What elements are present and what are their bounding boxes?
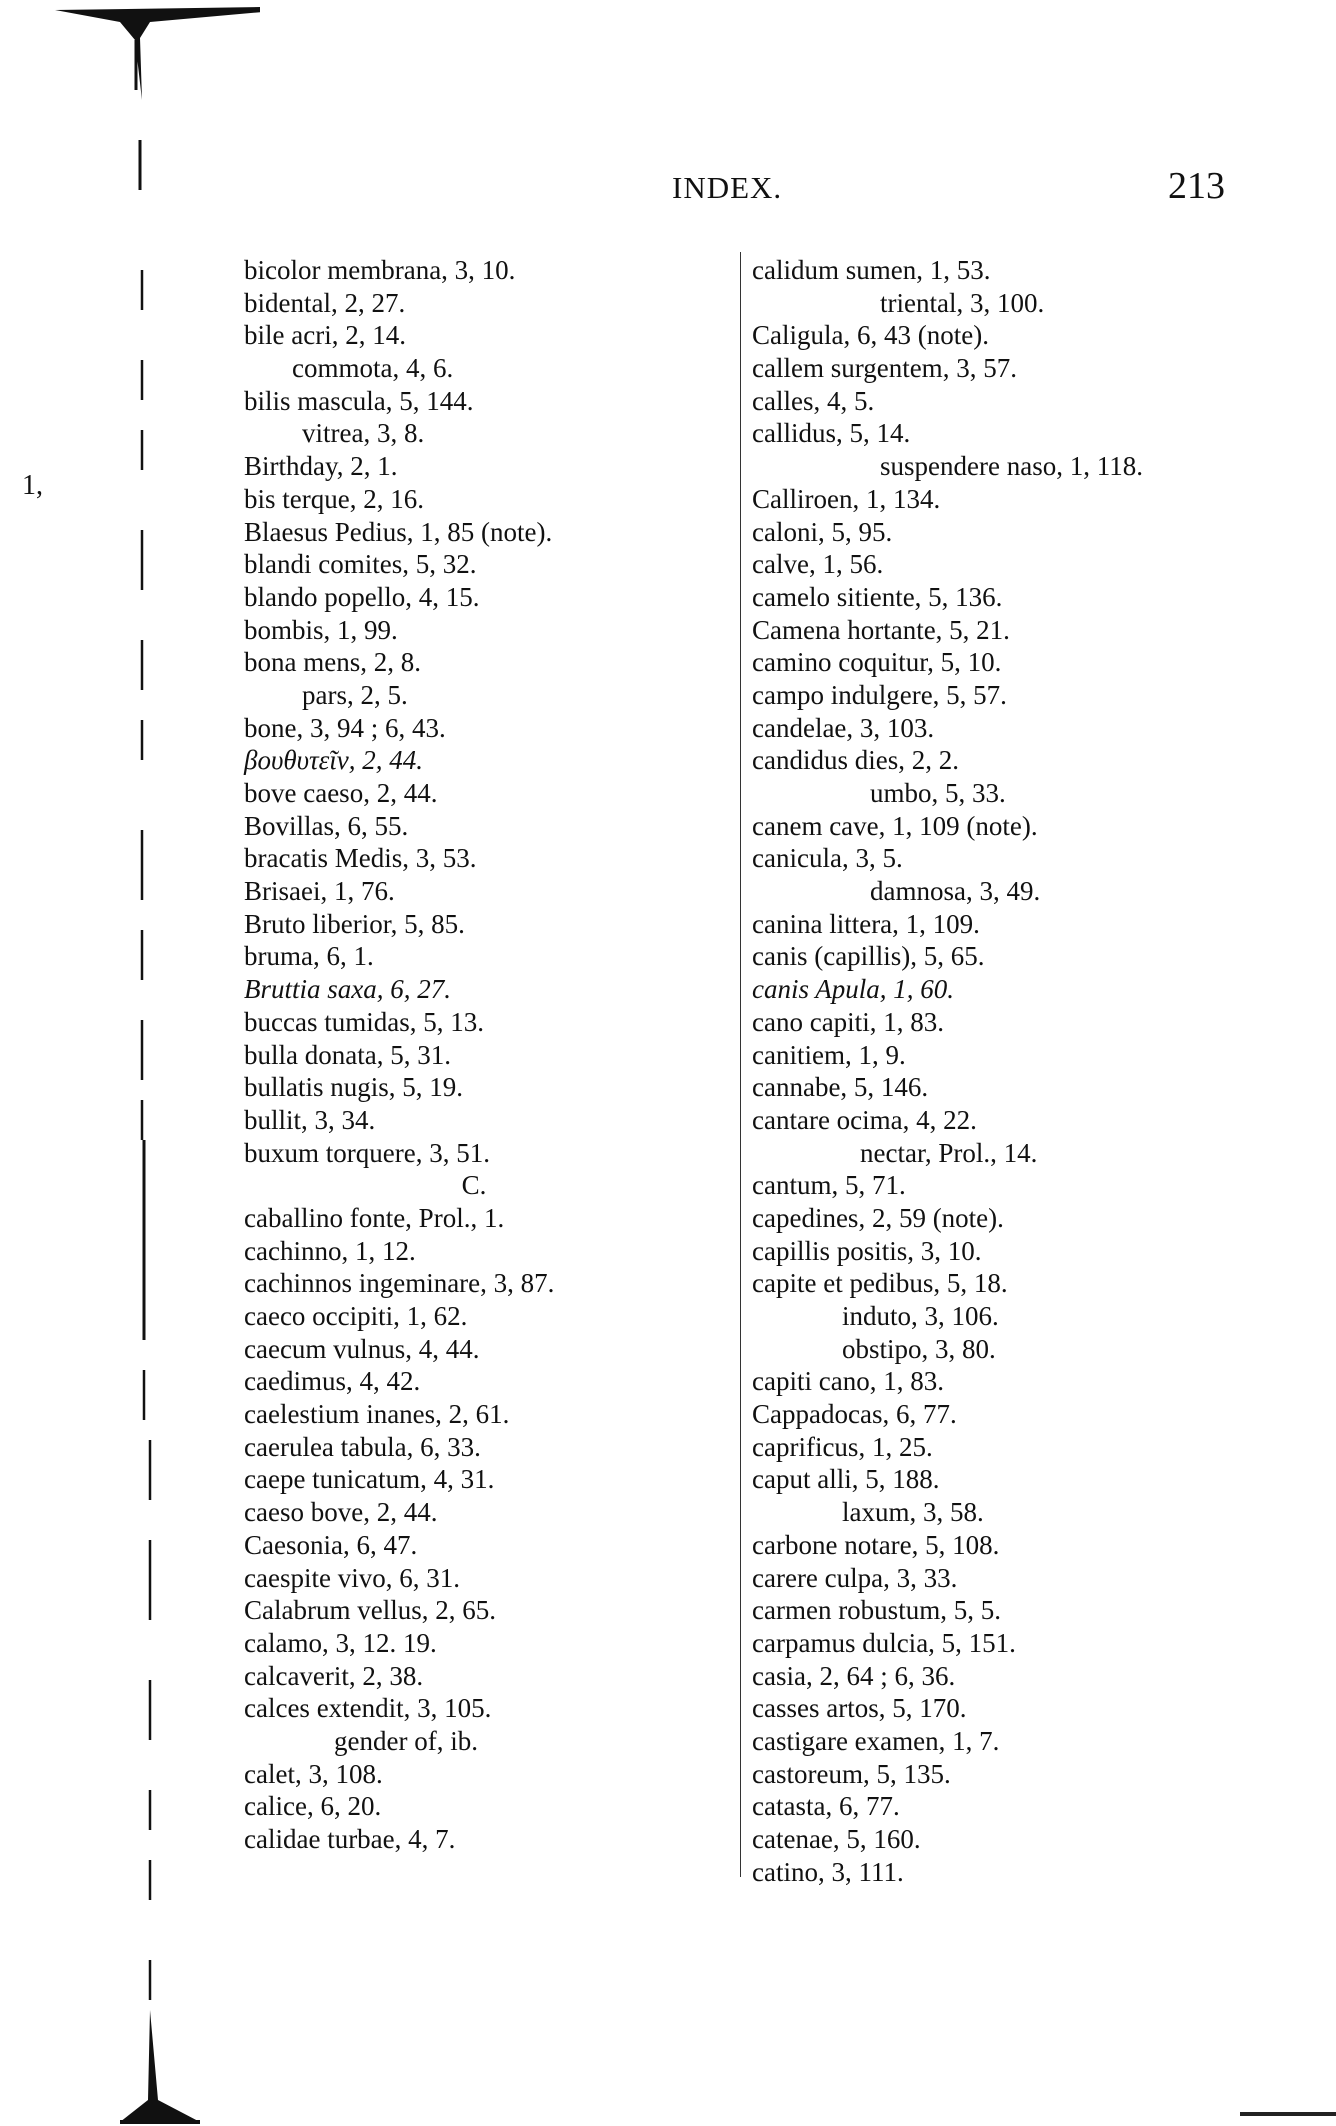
index-entry: bona mens, 2, 8. [244,647,421,678]
index-entry: cantum, 5, 71. [752,1170,906,1201]
index-entry: calice, 6, 20. [244,1791,382,1822]
index-entry: callidus, 5, 14. [752,418,911,449]
index-entry: capiti cano, 1, 83. [752,1366,944,1397]
index-entry: caelestium inanes, 2, 61. [244,1399,510,1430]
index-entry: camino coquitur, 5, 10. [752,647,1002,678]
index-entry: bove caeso, 2, 44. [244,778,438,808]
bottom-edge-rule [1240,2112,1336,2116]
index-entry: carmen robustum, 5, 5. [752,1595,1001,1626]
index-entry: induto, 3, 106. [842,1301,999,1331]
index-entry: canina littera, 1, 109. [752,908,980,939]
index-entry: carpamus dulcia, 5, 151. [752,1627,1016,1658]
index-entry: buxum torquere, 3, 51. [244,1137,490,1168]
index-entry: carbone notare, 5, 108. [752,1529,1000,1560]
margin-mark: 1, [22,470,43,501]
index-entry: castoreum, 5, 135. [752,1758,951,1789]
index-entry: candidus dies, 2, 2. [752,745,959,776]
index-entry: calles, 4, 5. [752,385,875,416]
index-entry: casia, 2, 64 ; 6, 36. [752,1660,956,1691]
index-entry: caerulea tabula, 6, 33. [244,1431,481,1462]
index-entry: Bruto liberior, 5, 85. [244,908,465,939]
index-entry: blandi comites, 5, 32. [244,549,477,580]
index-entry: bullatis nugis, 5, 19. [244,1072,464,1103]
index-entry: cantare ocima, 4, 22. [752,1104,977,1135]
column-divider [740,252,741,1877]
index-entry: Calabrum vellus, 2, 65. [244,1595,496,1626]
index-entry: camelo sitiente, 5, 136. [752,581,1003,612]
index-entry: cano capiti, 1, 83. [752,1006,944,1037]
index-entry: canicula, 3, 5. [752,843,903,874]
index-entry: gender of, ib. [334,1725,478,1756]
index-entry: obstipo, 3, 80. [842,1333,996,1364]
index-entry: canis Apula, 1, 60. [752,974,954,1005]
index-entry: triental, 3, 100. [880,287,1045,318]
index-entry: carere culpa, 3, 33. [752,1562,958,1593]
index-entry: nectar, Prol., 14. [860,1137,1038,1168]
index-entry: catasta, 6, 77. [752,1791,900,1822]
index-entry: caballino fonte, Prol., 1. [244,1202,505,1233]
index-entry: cachinnos ingeminare, 3, 87. [244,1268,555,1299]
index-entry: suspendere naso, 1, 118. [880,451,1143,482]
index-entry: damnosa, 3, 49. [870,876,1041,907]
index-entry: caput alli, 5, 188. [752,1464,940,1495]
index-entry: Blaesus Pedius, 1, 85 (note). [244,516,553,547]
index-entry: canis (capillis), 5, 65. [752,941,985,972]
index-entry: βουθυτεῖν, 2, 44. [244,745,424,776]
index-entry: Caesonia, 6, 47. [244,1529,418,1560]
index-entry: bruma, 6, 1. [244,941,374,972]
index-entry: calve, 1, 56. [752,549,884,580]
index-entry: caeco occipiti, 1, 62. [244,1301,468,1331]
index-entry: Bovillas, 6, 55. [244,810,409,841]
index-entry: bullit, 3, 34. [244,1104,376,1135]
index-entry: blando popello, 4, 15. [244,581,480,612]
index-column-left [244,254,704,1856]
index-entry: Camena hortante, 5, 21. [752,614,1010,645]
index-entry: calcaverit, 2, 38. [244,1660,424,1691]
index-entry: cannabe, 5, 146. [752,1072,929,1103]
index-entry: bracatis Medis, 3, 53. [244,843,477,874]
index-entry: capedines, 2, 59 (note). [752,1202,1004,1233]
index-entry: canitiem, 1, 9. [752,1039,906,1070]
index-entry: bis terque, 2, 16. [244,483,424,514]
index-entry: caepe tunicatum, 4, 31. [244,1464,495,1495]
index-entry: cachinno, 1, 12. [244,1235,416,1266]
index-entry: canem cave, 1, 109 (note). [752,810,1038,841]
index-entry: commota, 4, 6. [292,353,454,384]
index-entry: capite et pedibus, 5, 18. [752,1268,1008,1299]
index-entry: bone, 3, 94 ; 6, 43. [244,712,446,743]
index-entry: capillis positis, 3, 10. [752,1235,982,1266]
index-entry: catino, 3, 111. [752,1856,904,1887]
top-corner-wedge [55,6,260,100]
index-entry: pars, 2, 5. [302,679,408,710]
index-entry: bilis mascula, 5, 144. [244,385,474,416]
index-column-right [752,254,1252,1888]
binding-edge-art [0,0,260,2126]
index-entry: bulla donata, 5, 31. [244,1039,451,1070]
index-entry: casses artos, 5, 170. [752,1693,967,1724]
index-entry: bombis, 1, 99. [244,614,398,645]
index-entry: umbo, 5, 33. [870,778,1006,808]
index-entry: bidental, 2, 27. [244,287,406,318]
index-entry: vitrea, 3, 8. [302,418,425,449]
index-entry: Calliroen, 1, 134. [752,483,941,514]
index-entry: Brisaei, 1, 76. [244,876,395,907]
index-entry: laxum, 3, 58. [842,1497,984,1528]
index-entry: bile acri, 2, 14. [244,320,406,351]
index-entry: caecum vulnus, 4, 44. [244,1333,480,1364]
index-entry: calamo, 3, 12. 19. [244,1627,437,1658]
index-entry: campo indulgere, 5, 57. [752,679,1007,710]
index-entry: calidum sumen, 1, 53. [752,255,991,285]
running-header-title: INDEX. [672,170,783,205]
index-entry: caeso bove, 2, 44. [244,1497,438,1528]
index-entry: calet, 3, 108. [244,1758,383,1789]
index-entry: bicolor membrana, 3, 10. [244,255,516,285]
index-entry: caespite vivo, 6, 31. [244,1562,460,1593]
page-number: 213 [1168,165,1225,207]
index-entry: candelae, 3, 103. [752,712,935,743]
index-entry: Birthday, 2, 1. [244,451,398,482]
index-entry: buccas tumidas, 5, 13. [244,1006,484,1037]
index-entry: catenae, 5, 160. [752,1824,921,1854]
index-entry: caedimus, 4, 42. [244,1366,421,1397]
index-entry: Bruttia saxa, 6, 27. [244,974,451,1005]
index-entry: Caligula, 6, 43 (note). [752,320,989,351]
index-entry: Cappadocas, 6, 77. [752,1399,957,1430]
index-entry: caloni, 5, 95. [752,516,893,547]
bottom-corner-wedge [120,2010,200,2122]
index-entry: castigare examen, 1, 7. [752,1725,1000,1756]
index-entry: caprificus, 1, 25. [752,1431,933,1462]
index-entry: calces extendit, 3, 105. [244,1693,492,1724]
section-letter: C. [461,1170,487,1201]
index-entry: calidae turbae, 4, 7. [244,1824,456,1854]
index-entry: callem surgentem, 3, 57. [752,353,1017,384]
